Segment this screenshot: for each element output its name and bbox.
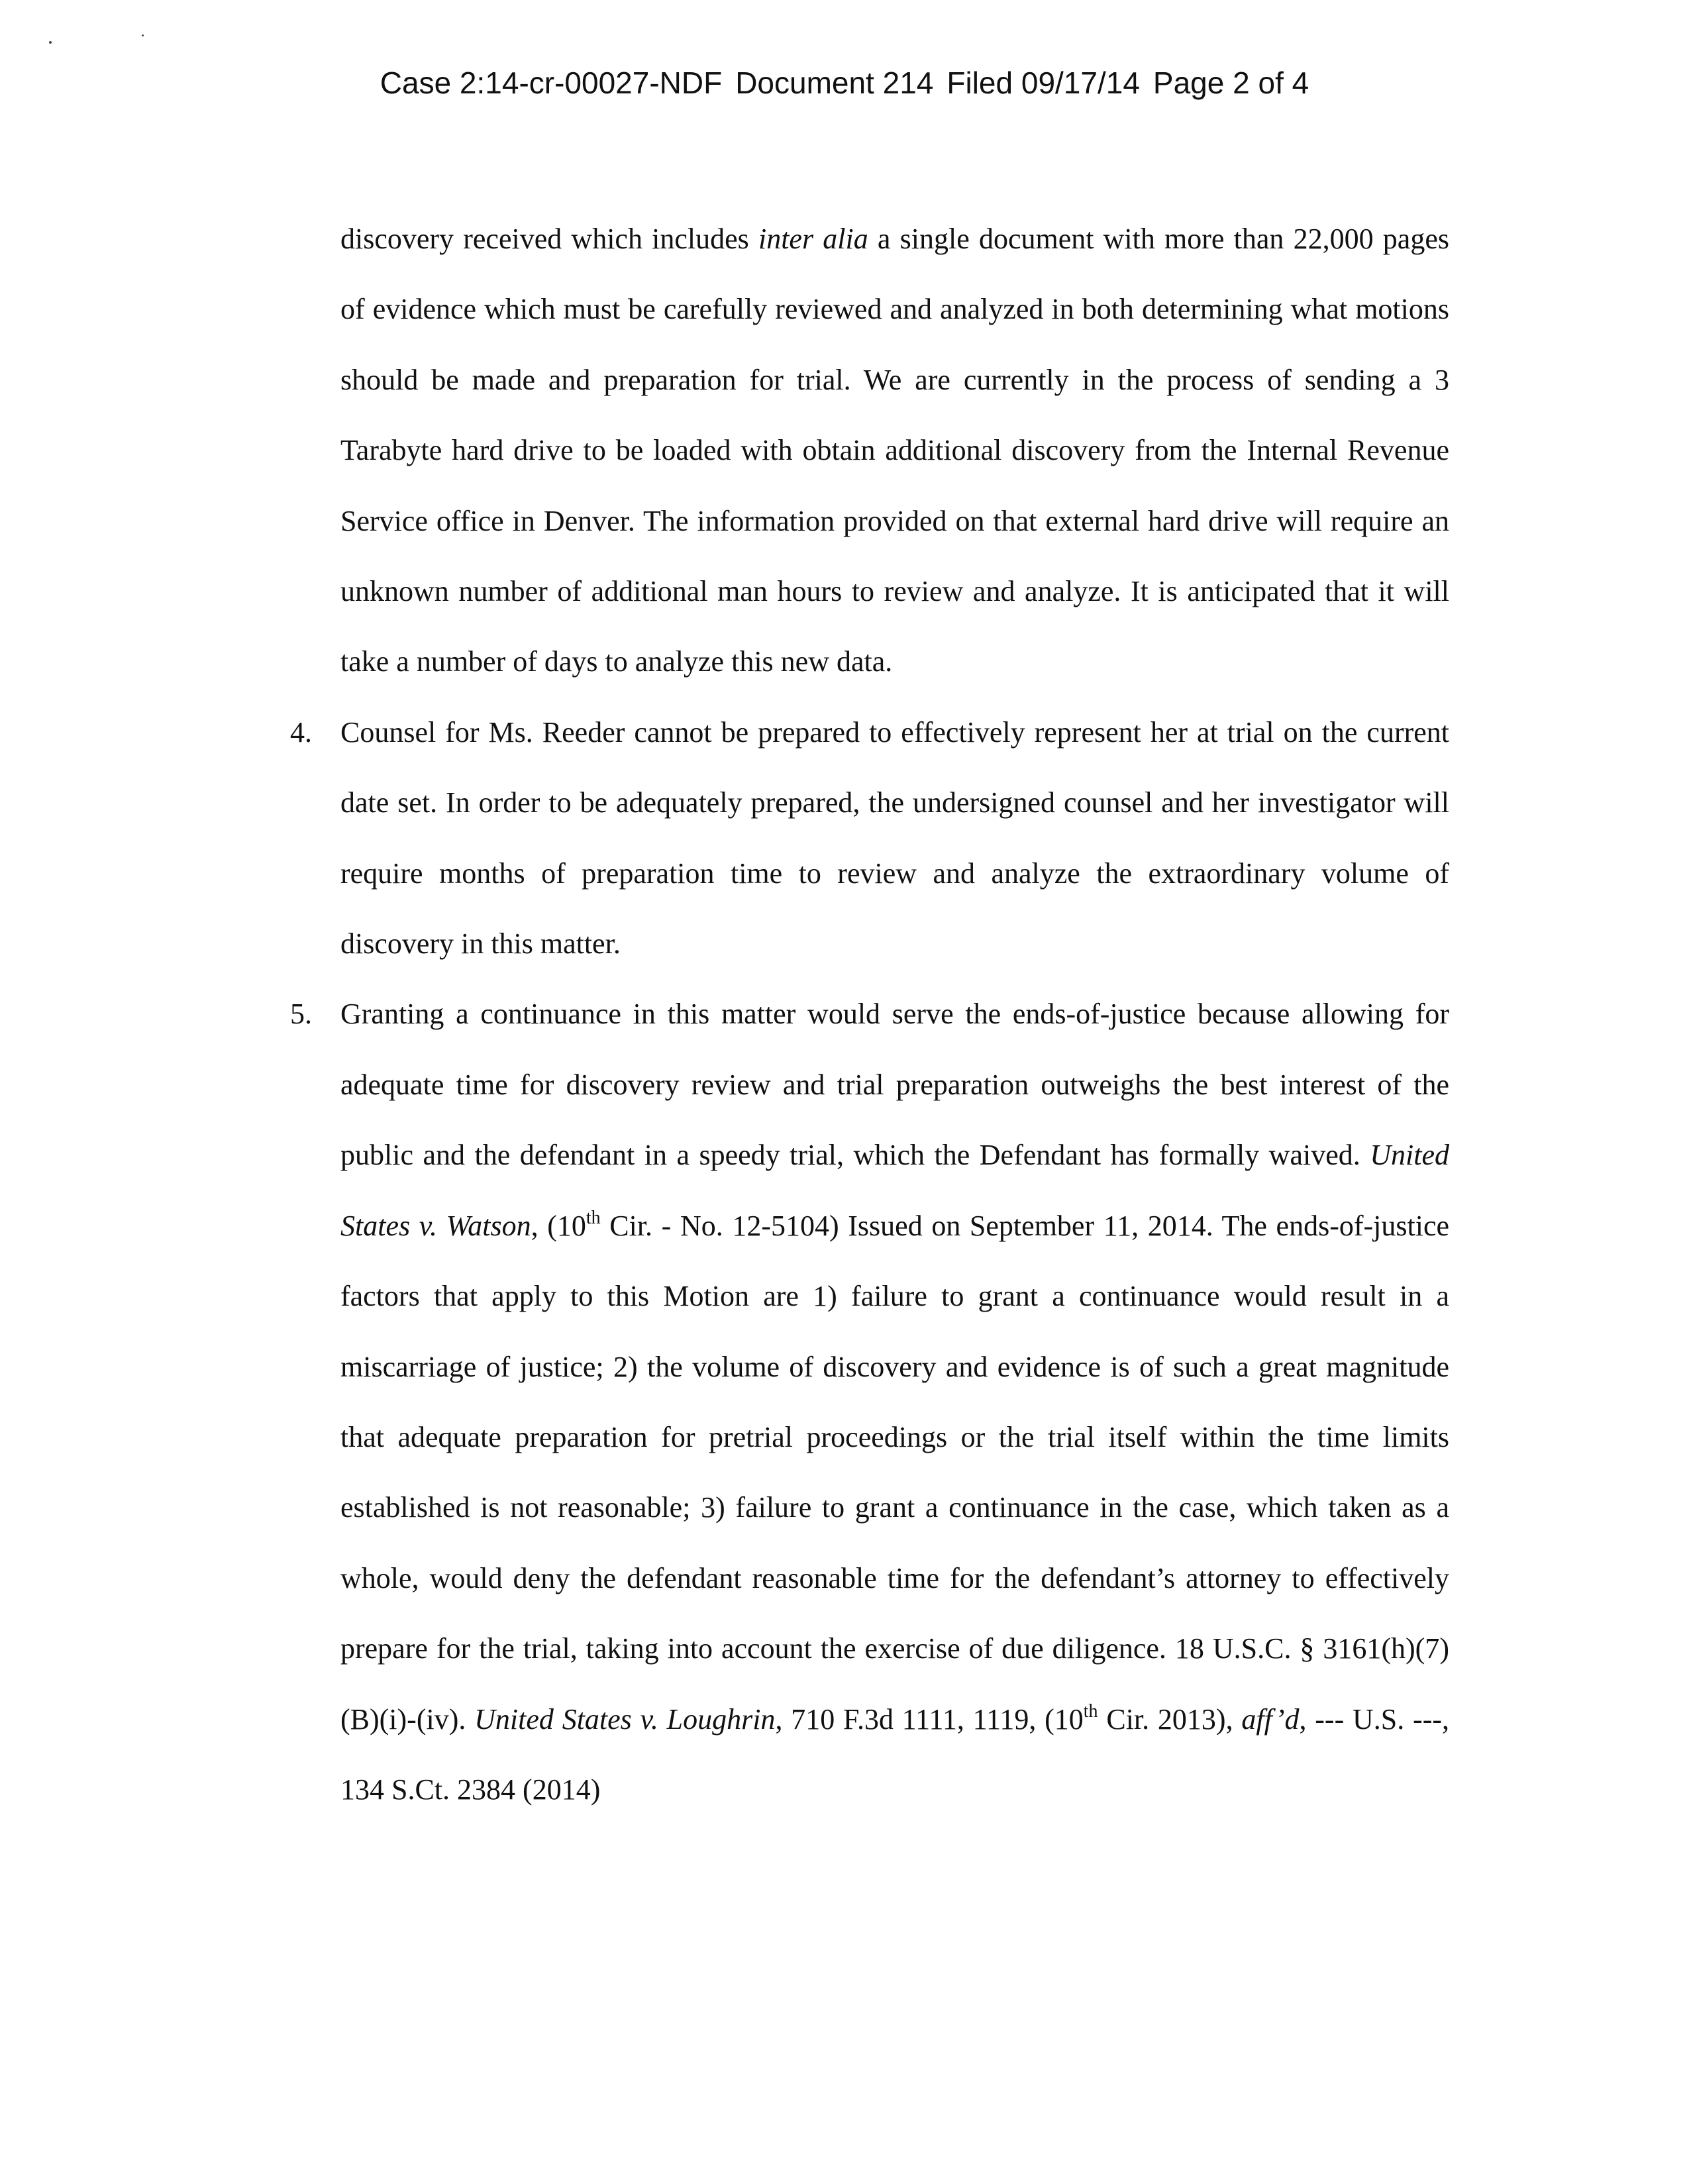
case-header — [0, 65, 1689, 101]
document-number: Document 214 — [735, 66, 934, 100]
page-number: Page 2 of 4 — [1152, 66, 1309, 100]
case-citation: United States v. Watson — [340, 1139, 1449, 1242]
item-text: , 710 F.3d 1111, 1119, (10 — [775, 1702, 1084, 1736]
filed-date: Filed 09/17/14 — [947, 66, 1140, 100]
document-body — [290, 204, 1450, 1825]
item-text: , (10 — [531, 1209, 586, 1242]
italic-phrase: inter alia — [758, 223, 868, 255]
numbered-item-5 — [290, 979, 1450, 1825]
item-text: Counsel for Ms. Reeder cannot be prepared to effectively represent her at trial on the current date set. In order to be adequately prepared, the undersigned counsel and her investigator will require months of preparation time to review and analyze the extraordinary volume of discovery in this matter. — [340, 715, 1449, 961]
item-number: 4. — [290, 715, 312, 749]
item-number: 5. — [290, 998, 312, 1031]
case-number: Case 2:14-cr-00027-NDF — [380, 66, 723, 100]
citation-signal: aff’d — [1241, 1702, 1300, 1736]
continued-paragraph — [340, 204, 1449, 698]
scan-speck — [142, 34, 144, 36]
paragraph-text: discovery received which includes — [340, 223, 758, 255]
ordinal-suffix: th — [1083, 1700, 1098, 1722]
case-citation: United States v. Loughrin — [474, 1702, 776, 1736]
scan-speck — [49, 41, 52, 44]
item-text: Cir. 2013), — [1098, 1702, 1242, 1736]
item-text: Cir. - No. 12-5104) Issued on September 11, 2014. The ends-of-justice factors that apply to this Motion are 1) failure to grant a continuance would result in a miscarriage of justice; 2) the volume of discovery and evidence is of such a great magnitude that adequate preparation for pretrial proceedings or the trial itself within the time limits established is not reasonable; 3) failure to grant a continuance in the case, which taken as a whole, would deny the defendant reasonable time for the defendant’s attorney to effectively prepare for the trial, taking into account the exercise of due diligence. 18 U.S.C. § 3161(h)(7)(B)(i)-(iv). — [340, 1209, 1450, 1736]
paragraph-text: a single document with more than 22,000 pages of evidence which must be carefully reviewed and analyzed in both determining what motions should be made and preparation for trial. We are currently in the process of sending a 3 Tarabyte hard drive to be loaded with obtain additional discovery from the Internal Revenue Service office in Denver. The information provided on that external hard drive will require an unknown number of additional man hours to review and analyze. It is anticipated that it will take a number of days to analyze this new data. — [340, 223, 1449, 678]
item-text: Granting a continuance in this matter would serve the ends-of-justice because allowing for adequate time for discovery review and trial preparation outweighs the best interest of the public and the defendant in a speedy trial, which the Defendant has formally waived. — [340, 998, 1449, 1172]
ordinal-suffix: th — [586, 1207, 601, 1228]
numbered-item-4 — [290, 698, 1449, 980]
item-text: , --- U.S. ---, 134 S.Ct. 2384 (2014) — [340, 1702, 1450, 1806]
